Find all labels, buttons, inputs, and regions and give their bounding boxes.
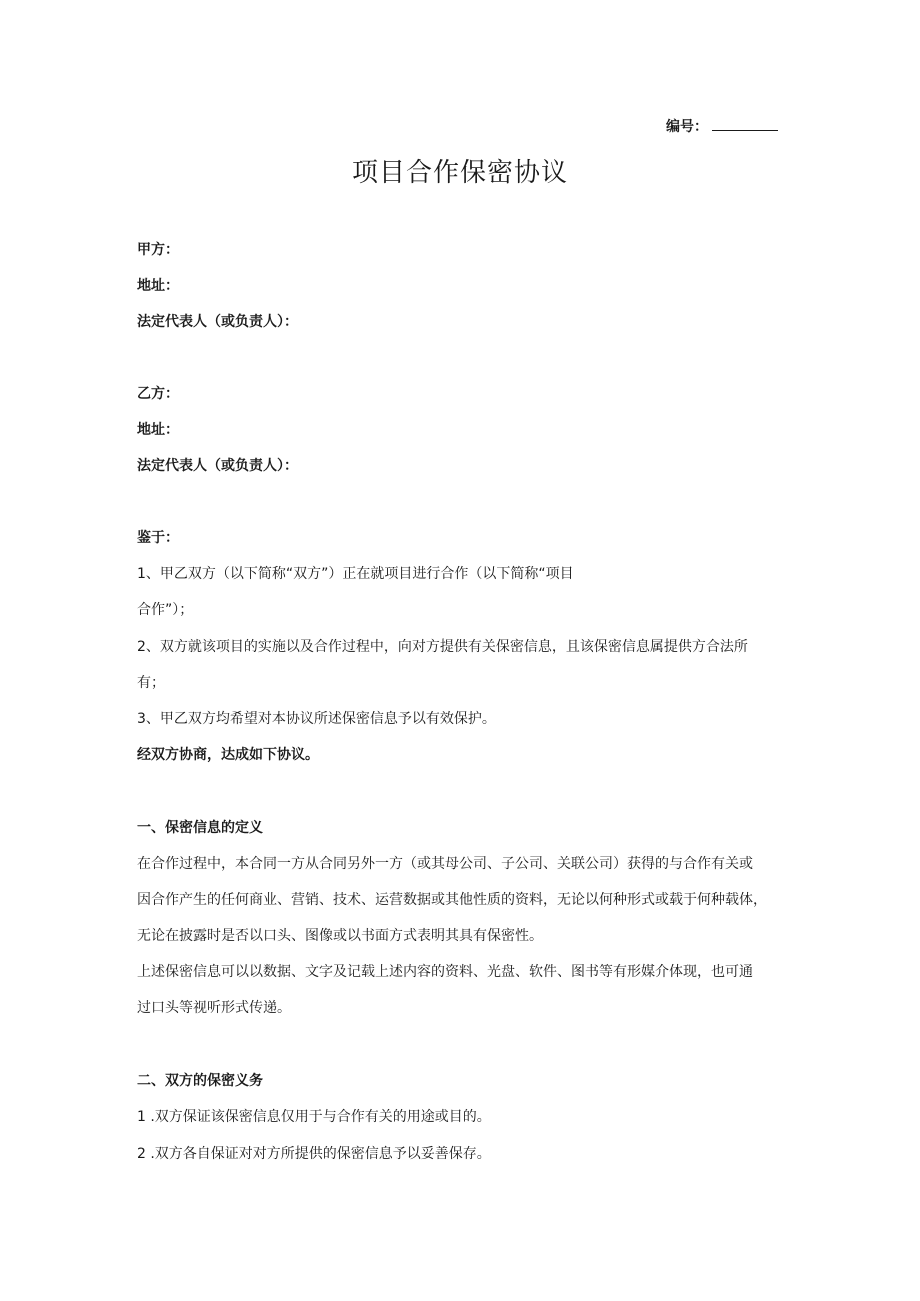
recital-item-2-line-2: 有； — [137, 675, 165, 691]
recital-item-2-line-1: 2、双方就该项目的实施以及合作过程中，向对方提供有关保密信息，且该保密信息属提供方合法所 — [137, 639, 748, 655]
party-b-address-label: 地址： — [137, 422, 179, 438]
section-2-heading: 二、双方的保密义务 — [137, 1073, 263, 1089]
section-1-paragraph-1-line-3: 无论在披露时是否以口头、图像或以书面方式表明其具有保密性。 — [137, 928, 543, 944]
document-title: 项目合作保密协议 — [351, 158, 568, 188]
party-a-name-label: 甲方： — [137, 242, 179, 258]
party-a-address-label: 地址： — [137, 278, 179, 294]
party-b-rep-label: 法定代表人（或负责人）： — [137, 458, 298, 474]
recitals-conclusion: 经双方协商，达成如下协议。 — [137, 747, 319, 763]
section-1-heading: 一、保密信息的定义 — [137, 820, 263, 836]
serial-blank-line — [712, 116, 778, 131]
serial-label: 编号： — [666, 119, 708, 135]
party-b-name-label: 乙方： — [137, 386, 179, 402]
section-2-item-1: 1 .双方保证该保密信息仅用于与合作有关的用途或目的。 — [137, 1109, 491, 1125]
section-2-item-2: 2 .双方各自保证对对方所提供的保密信息予以妥善保存。 — [137, 1146, 491, 1162]
section-1-paragraph-1-line-2: 因合作产生的任何商业、营销、技术、运营数据或其他性质的资料，无论以何种形式或载于何种载体， — [137, 892, 767, 908]
recitals-heading: 鉴于： — [137, 530, 179, 546]
party-a-rep-label: 法定代表人（或负责人）： — [137, 314, 298, 330]
recital-item-1-line-2: 合作”）； — [137, 602, 194, 618]
section-1-paragraph-2-line-1: 上述保密信息可以以数据、文字及记载上述内容的资料、光盘、软件、图书等有形媒介体现，也可通 — [137, 964, 753, 980]
section-1-paragraph-2-line-2: 过口头等视听形式传递。 — [137, 1000, 291, 1016]
recital-item-1-line-1: 1、甲乙双方（以下简称“双方”）正在就项目进行合作（以下简称“项目 — [137, 566, 574, 582]
section-1-paragraph-1-line-1: 在合作过程中，本合同一方从合同另外一方（或其母公司、子公司、关联公司）获得的与合作有关或 — [137, 856, 753, 872]
serial-number — [666, 116, 778, 137]
recital-item-3: 3、甲乙双方均希望对本协议所述保密信息予以有效保护。 — [137, 711, 496, 727]
